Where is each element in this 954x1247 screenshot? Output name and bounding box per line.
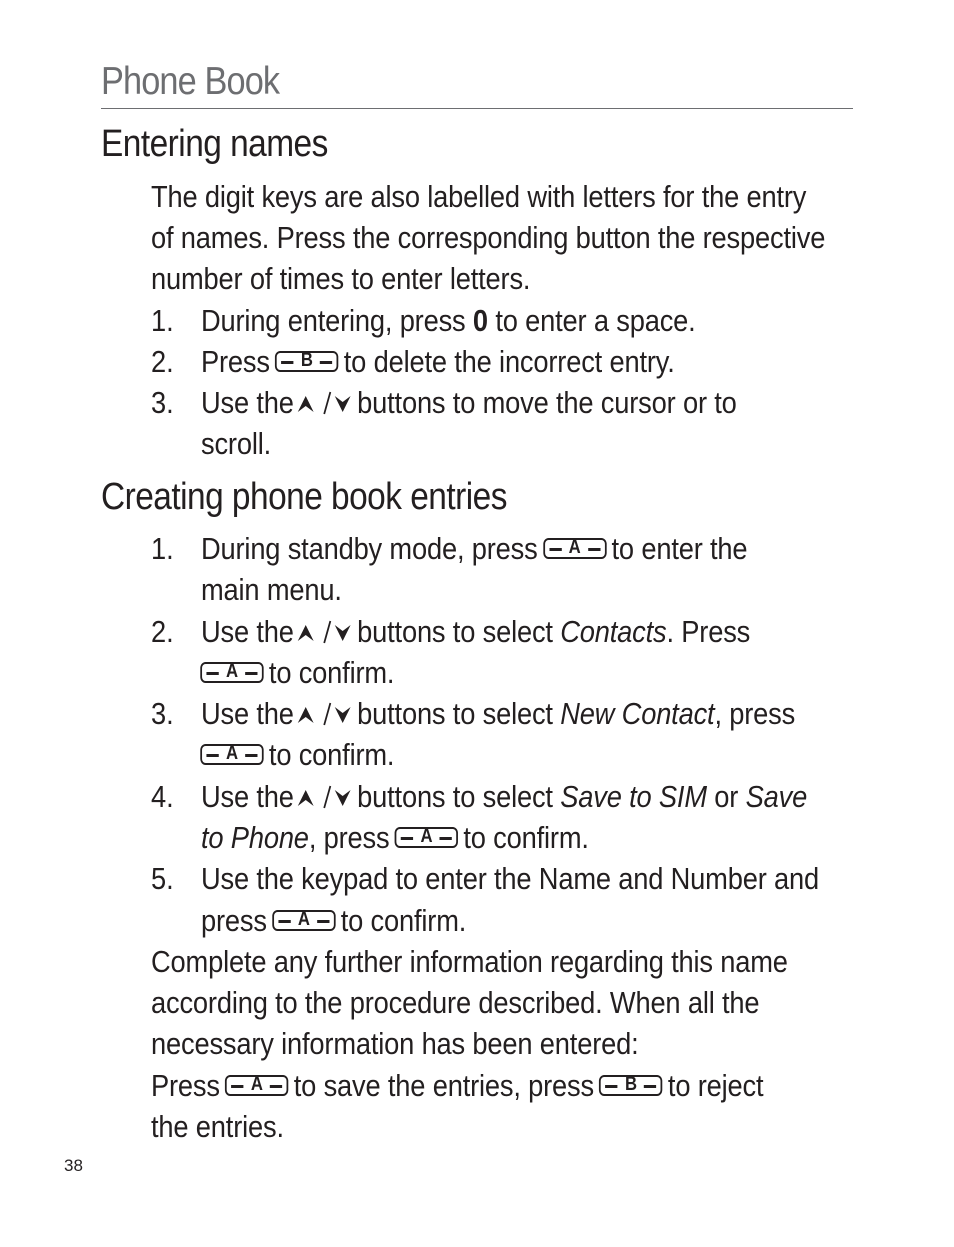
step-number: 5.: [151, 861, 174, 896]
final-instruction: Press A to save the entries, press B to reject: [151, 1068, 764, 1103]
softkey-a-icon: A: [395, 827, 458, 848]
page-header-title: Phone Book: [101, 60, 280, 103]
softkey-a-icon: A: [200, 744, 263, 765]
step-text-continued: press A to confirm.: [201, 903, 467, 938]
outro-line-3: necessary information has been entered:: [151, 1026, 639, 1061]
outro-line-2: according to the procedure described. When all the: [151, 985, 760, 1020]
softkey-a-icon: A: [225, 1075, 288, 1096]
step-text-continued: A to confirm.: [195, 652, 394, 693]
step-text: Use the keypad to enter the Name and Number and: [201, 861, 820, 896]
intro-line-2: of names. Press the corresponding button the respective: [151, 220, 826, 255]
step-number: 1.: [151, 303, 174, 338]
up-down-arrows-icon: [296, 390, 354, 416]
up-down-arrows-icon: [296, 701, 354, 727]
step-text: Use the buttons to select Save to SIM or Save: [201, 779, 808, 814]
step-text-continued: A to confirm.: [195, 734, 394, 775]
step-number: 3.: [151, 385, 174, 420]
outro-line-1: Complete any further information regarding this name: [151, 944, 788, 979]
section-heading-creating-entries: Creating phone book entries: [101, 476, 507, 518]
step-text: Use the buttons to select Contacts. Press: [201, 614, 751, 649]
step-text: Use the buttons to select New Contact, press: [201, 696, 796, 731]
section-heading-entering-names: Entering names: [101, 123, 328, 165]
step-number: 2.: [151, 344, 174, 379]
up-down-arrows-icon: [296, 784, 354, 810]
step-number: 3.: [151, 696, 174, 731]
final-instruction-continued: the entries.: [151, 1109, 284, 1144]
step-text-continued: scroll.: [201, 426, 272, 461]
intro-line-1: The digit keys are also labelled with letters for the entry: [151, 179, 807, 214]
step-text-continued: to Phone, press A to confirm.: [201, 820, 589, 855]
softkey-b-icon: B: [599, 1075, 662, 1096]
header-divider: [101, 108, 853, 109]
up-down-arrows-icon: [296, 619, 354, 645]
step-text-continued: main menu.: [201, 572, 342, 607]
softkey-a-icon: A: [543, 538, 606, 559]
softkey-a-icon: A: [200, 662, 263, 683]
step-number: 2.: [151, 614, 174, 649]
step-text: Press B to delete the incorrect entry.: [201, 344, 675, 379]
softkey-b-icon: B: [275, 351, 338, 372]
softkey-a-icon: A: [272, 910, 335, 931]
step-number: 1.: [151, 531, 174, 566]
step-text: During standby mode, press A to enter the: [201, 531, 748, 566]
intro-line-3: number of times to enter letters.: [151, 261, 531, 296]
step-text: Use the buttons to move the cursor or to: [201, 385, 737, 420]
page-number: 38: [64, 1156, 83, 1175]
step-text: During entering, press 0 to enter a space.: [201, 303, 696, 338]
step-number: 4.: [151, 779, 174, 814]
